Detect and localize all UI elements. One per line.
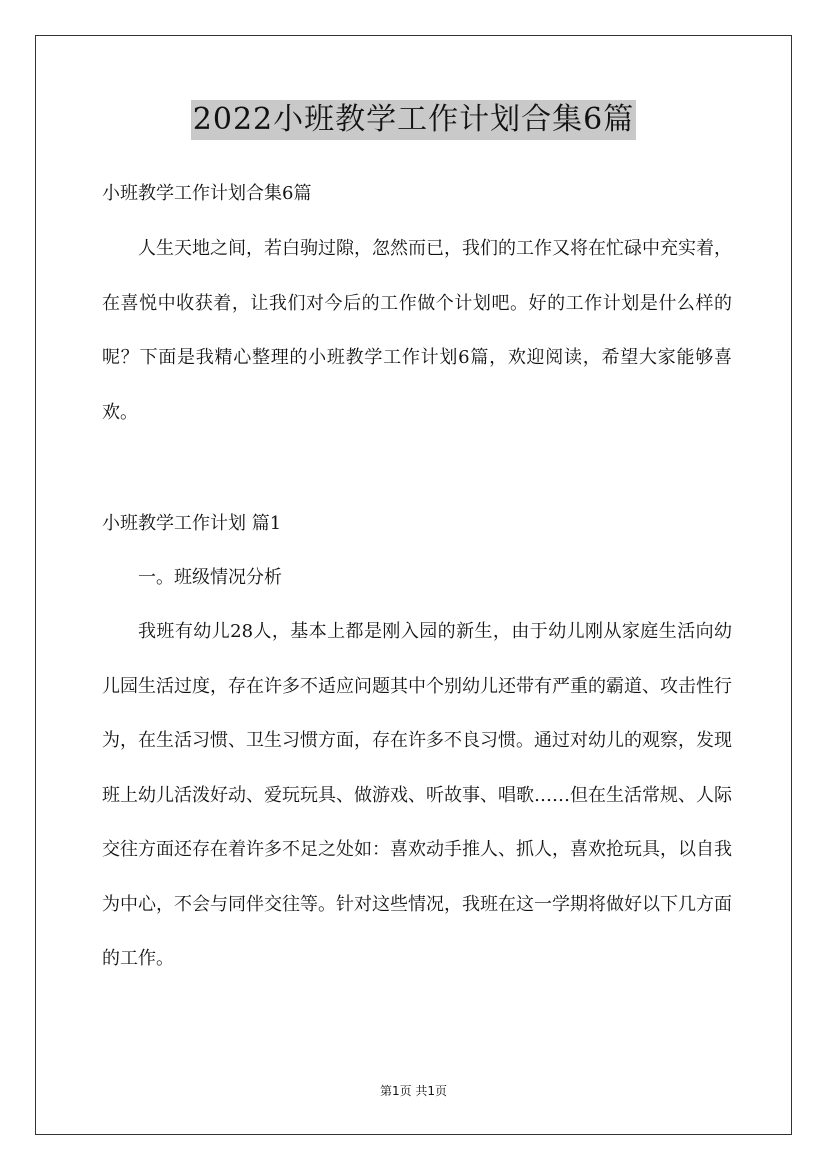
section-heading: 小班教学工作计划 篇1 (102, 513, 282, 534)
document-title: 2022小班教学工作计划合集6篇 (191, 100, 636, 140)
document-subtitle: 小班教学工作计划合集6篇 (102, 183, 312, 204)
body-paragraph: 我班有幼儿28人，基本上都是刚入园的新生，由于幼儿刚从家庭生活向幼儿园生活过度，存在许多不适应问题其中个别幼儿还带有严重的霸道、攻击性行为，在生活习惯、卫生习惯方面，存在许多不良习惯。通过对幼儿的观察，发现班上幼儿活泼好动、爱玩玩具、做游戏、听故事、唱歌……但在生活常规、人际交往方面还存在着许多不足之处如：喜欢动手推人、抓人，喜欢抢玩具，以自我为中心，不会与同伴交往等。针对这些情况，我班在这一学期将做好以下几方面的工作。 (102, 621, 732, 969)
document-body (102, 172, 732, 987)
intro-paragraph: 人生天地之间，若白驹过隙，忽然而已，我们的工作又将在忙碌中充实着，在喜悦中收获着，让我们对今后的工作做个计划吧。好的工作计划是什么样的呢？下面是我精心整理的小班教学工作计划6篇，欢迎阅读，希望大家能够喜欢。 (102, 238, 732, 423)
title-container (0, 100, 827, 140)
sub-heading: 一。班级情况分析 (138, 567, 282, 588)
page-footer: 第1页 共1页 (379, 1084, 448, 1098)
